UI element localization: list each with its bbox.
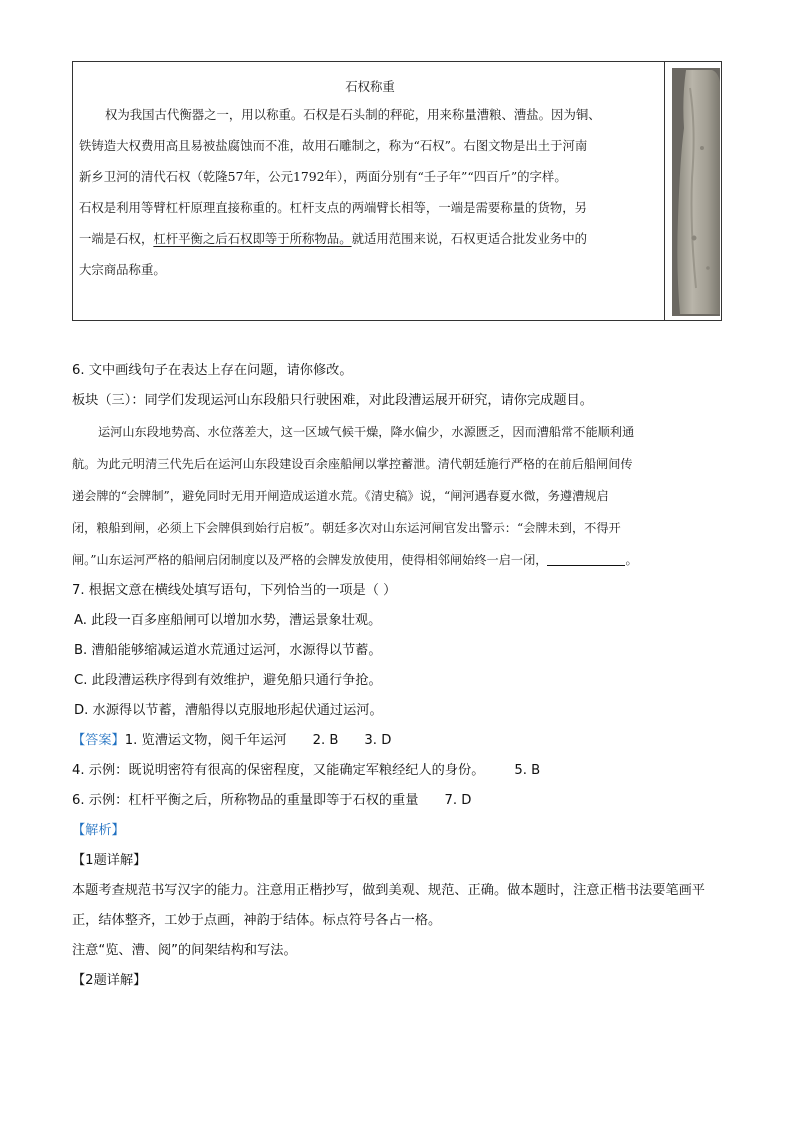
choice-b: B. 漕船能够缩减运道水荒通过运河，水源得以节蓄。 (74, 643, 382, 658)
passage-line (72, 544, 722, 576)
answer-line-2 (72, 756, 722, 786)
detail-1-paragraph: 本题考查规范书写汉字的能力。注意用正楷抄写，做到美观、规范、正确。做本题时，注意正楷书法要笔画平正，结体整齐，工妙于点画，神韵于结体。标点符号各占一格。 (72, 883, 705, 928)
passage (72, 416, 722, 576)
stone-weight-photo (672, 68, 720, 316)
answer-3: 3. D (364, 733, 392, 748)
main-content (72, 356, 722, 996)
artifact-line: 大宗商品称重。 (79, 262, 166, 277)
divider (664, 62, 665, 320)
artifact-line-end: 就适用范围来说，石权更适合批发业务中的 (351, 231, 588, 246)
fill-blank (547, 551, 625, 566)
answer-2: 2. B (312, 733, 339, 748)
answer-6: 6. 示例：杠杆平衡之后，所称物品的重量即等于石权的重量 (72, 793, 419, 808)
artifact-title: 石权称重 (345, 79, 395, 94)
detail-2-label: 【2题详解】 (72, 973, 147, 988)
section-3-heading: 板块（三）：同学们发现运河山东段船只行驶困难，对此段漕运展开研究，请你完成题目。 (72, 393, 593, 408)
passage-line-text: 闸。”山东运河严格的船闸启闭制度以及严格的会牌发放使用，使得相邻闸始终一启一闭， (72, 553, 548, 567)
answer-1: 1. 览漕运文物，阅千年运河 (124, 733, 287, 748)
detail-1-label: 【1题详解】 (72, 853, 147, 868)
passage-line: 闭，粮船到闸，必须上下会牌俱到始行启板”。朝廷多次对山东运河闸官发出警示：“会牌未到，不得开 (72, 521, 621, 535)
answer-7: 7. D (444, 793, 472, 808)
artifact-line (79, 223, 661, 254)
answer-line-1 (72, 726, 722, 756)
passage-line: 航。为此元明清三代先后在运河山东段建设百余座船闸以掌控蓄泄。清代朝廷施行严格的在前后船闸间传 (72, 457, 633, 471)
artifact-line: 权为我国古代衡器之一，用以称重。石权是石头制的秤砣，用来称量漕粮、漕盐。因为铜、 (105, 107, 601, 122)
passage-end: 。 (625, 553, 638, 567)
choice-d: D. 水源得以节蓄，漕船得以克服地形起伏通过运河。 (74, 703, 383, 718)
choice-c: C. 此段漕运秩序得到有效维护，避免船只通行争抢。 (74, 673, 382, 688)
detail-1-note: 注意“览、漕、阅”的间架结构和写法。 (72, 943, 297, 958)
artifact-line: 铁铸造大权费用高且易被盐腐蚀而不准，故用石雕制之，称为“石权”。右图文物是出土于河南 (79, 138, 588, 153)
answer-label: 【答案】 (72, 733, 125, 748)
artifact-box (72, 61, 722, 321)
question-7-stem: 7. 根据文意在横线处填写语句，下列恰当的一项是（ ） (72, 583, 397, 598)
choice-a: A. 此段一百多座船闸可以增加水势，漕运景象壮观。 (74, 613, 382, 628)
artifact-line: 石权是利用等臂杠杆原理直接称重的。杠杆支点的两端臂长相等，一端是需要称量的货物，另 (79, 200, 588, 215)
answer-5: 5. B (514, 763, 541, 778)
question-6: 6. 文中画线句子在表达上存在问题，请你修改。 (72, 363, 353, 378)
passage-line: 运河山东段地势高、水位落差大，这一区域气候干燥，降水偏少，水源匮乏，因而漕船常不能顺利通 (98, 425, 635, 439)
analysis-label: 【解析】 (72, 823, 125, 838)
passage-line: 递会牌的“会牌制”，避免同时无用开闸造成运道水荒。《清史稿》说，“闸河遇春夏水微，务遵漕规启 (72, 489, 609, 503)
answer-4: 4. 示例：既说明密符有很高的保密程度，又能确定军粮经纪人的身份。 (72, 763, 485, 778)
underlined-sentence: 杠杆平衡之后石权即等于所称物品。 (153, 231, 352, 246)
artifact-line-start: 一端是石权， (79, 231, 154, 246)
artifact-text (79, 62, 661, 285)
artifact-line: 新乡卫河的清代石权（乾隆57年，公元1792年），两面分别有“壬子年”“四百斤”的字样。 (79, 169, 567, 184)
answer-line-3 (72, 786, 722, 816)
